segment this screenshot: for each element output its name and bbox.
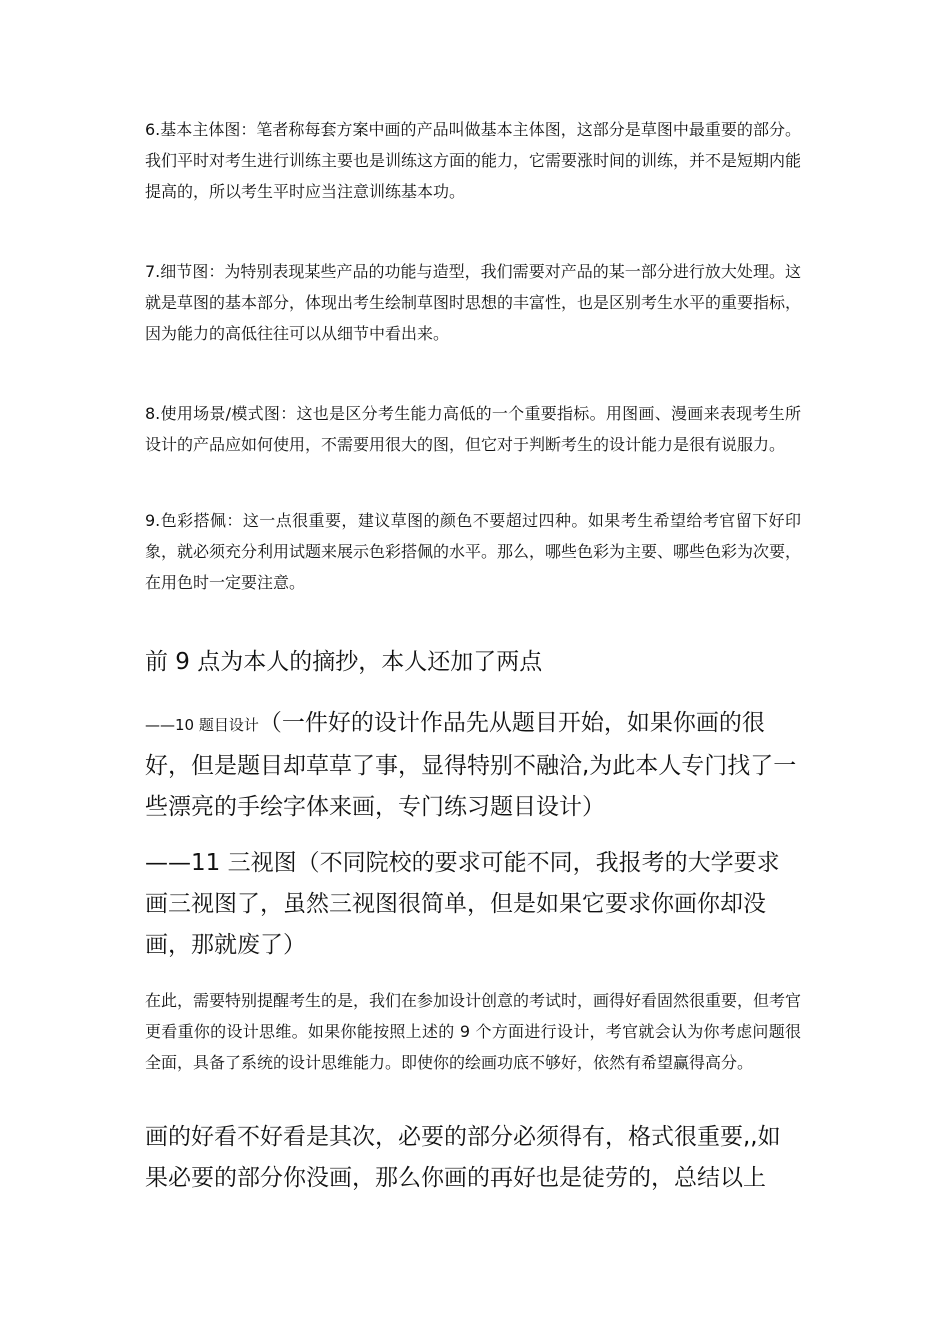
paragraph-6-main-view: 6.基本主体图：笔者称每套方案中画的产品叫做基本主体图，这部分是草图中最重要的部分。我们平时对考生进行训练主要也是训练这方面的能力，它需要涨时间的训练，并不是短期内能提高的，所以考生平时应当注意训练基本功。 — [145, 120, 802, 201]
item-10-body: （一件好的设计作品先从题目开始，如果你画的很好，但是题目却草草了事，显得特别不融洽,为此本人专门找了一些漂亮的手绘字体来画，专门练习题目设计） — [145, 710, 797, 820]
paragraph-summary: 画的好看不好看是其次，必要的部分必须得有，格式很重要,,如果必要的部分你没画，那么你画的再好也是徒劳的，总结以上 — [145, 1124, 781, 1191]
item-10-title-design — [145, 703, 801, 828]
paragraph-reminder: 在此，需要特别提醒考生的是，我们在参加设计创意的考试时，画得好看固然很重要，但考官更看重你的设计思维。如果你能按照上述的 9 个方面进行设计，考官就会认为你考虑问题很全面，具备了系统的设计思维能力。即使你的绘画功底不够好，依然有希望赢得高分。 — [145, 991, 802, 1072]
item-11-three-views: ——11 三视图（不同院校的要求可能不同，我报考的大学要求画三视图了，虽然三视图很简单，但是如果它要求你画你却没画，那就废了） — [145, 850, 780, 958]
paragraph-7-detail-view: 7.细节图：为特别表现某些产品的功能与造型，我们需要对产品的某一部分进行放大处理。这就是草图的基本部分，体现出考生绘制草图时思想的丰富性，也是区别考生水平的重要指标，因为能力的高低往往可以从细节中看出来。 — [145, 262, 802, 343]
paragraph-9-color-matching: 9.色彩搭佩：这一点很重要，建议草图的颜色不要超过四种。如果考生希望给考官留下好印象，就必须充分利用试题来展示色彩搭佩的水平。那么，哪些色彩为主要、哪些色彩为次要，在用色时一定要注意。 — [145, 511, 802, 592]
item-10-lead: ——10 题目设计 — [145, 716, 259, 734]
paragraph-8-usage-scene: 8.使用场景/模式图：这也是区分考生能力高低的一个重要指标。用图画、漫画来表现考生所设计的产品应如何使用，不需要用很大的图，但它对于判断考生的设计能力是很有说服力。 — [145, 404, 801, 454]
section-heading: 前 9 点为本人的摘抄，本人还加了两点 — [145, 649, 543, 675]
